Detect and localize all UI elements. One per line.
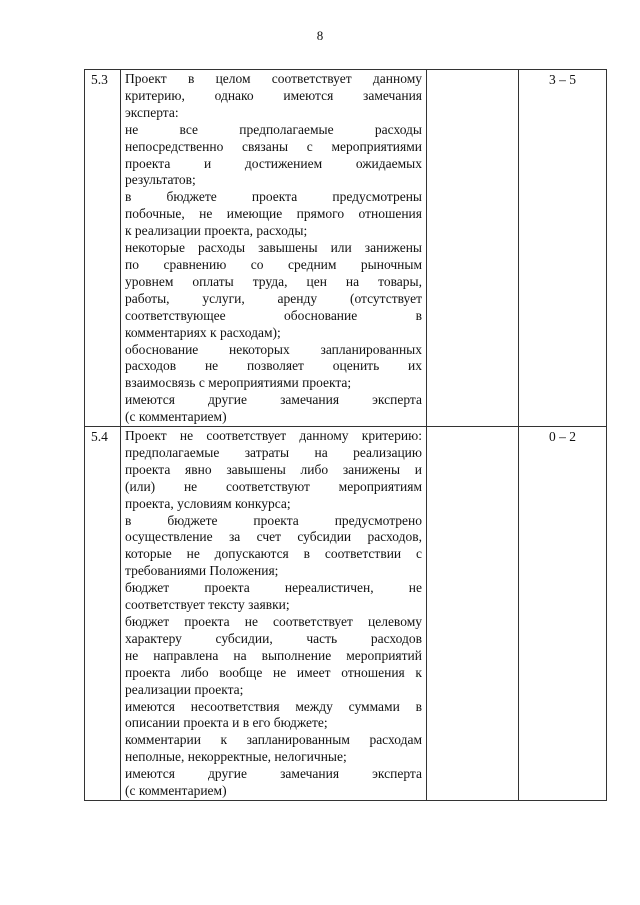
text-line: по сравнению со средним рыночным bbox=[125, 256, 422, 272]
text-line: результатов; bbox=[125, 172, 196, 188]
text-line: характеру субсидии, часть расходов bbox=[125, 630, 422, 646]
text-line: в бюджете проекта предусмотрены bbox=[125, 189, 422, 205]
text-line: соответствует тексту заявки; bbox=[125, 597, 290, 613]
score-range: 0 – 2 bbox=[519, 427, 607, 801]
text-line: (с комментарием) bbox=[125, 783, 227, 799]
text-line: имеются несоответствия между суммами в bbox=[125, 698, 422, 714]
text-line: проекта явно завышены либо занижены и bbox=[125, 461, 422, 477]
text-line: описании проекта и в его бюджете; bbox=[125, 715, 328, 731]
text-line: Проект не соответствует данному критерию: bbox=[125, 428, 422, 444]
text-line: неполные, некорректные, нелогичные; bbox=[125, 749, 347, 765]
text-line: которые не допускаются в соответствии с bbox=[125, 546, 422, 562]
text-line: не направлена на выполнение мероприятий bbox=[125, 647, 422, 663]
text-line: имеются другие замечания эксперта bbox=[125, 766, 422, 782]
table-row bbox=[85, 70, 607, 427]
text-line: бюджет проекта не соответствует целевому bbox=[125, 614, 422, 629]
text-line: имеются другие замечания эксперта bbox=[125, 392, 422, 408]
text-line: в бюджете проекта предусмотрено bbox=[125, 512, 422, 528]
table-row bbox=[85, 427, 607, 801]
text-line: (или) не соответствуют мероприятиям bbox=[125, 478, 422, 494]
text-line: некоторые расходы завышены или занижены bbox=[125, 240, 422, 256]
text-line: расходов не позволяет оценить их bbox=[125, 358, 422, 374]
comment-cell bbox=[427, 427, 519, 801]
text-line: побочные, не имеющие прямого отношения bbox=[125, 206, 422, 222]
text-line: требованиями Положения; bbox=[125, 563, 279, 579]
text-line: к реализации проекта, расходы; bbox=[125, 223, 308, 239]
criterion-description bbox=[121, 427, 427, 801]
text-line: непосредственно связаны с мероприятиями bbox=[125, 138, 422, 154]
text-line: бюджет проекта нереалистичен, не bbox=[125, 580, 422, 596]
criterion-description bbox=[121, 70, 427, 427]
table-body bbox=[85, 70, 607, 801]
text-line: взаимосвязь с мероприятиями проекта; bbox=[125, 375, 352, 391]
text-line: Проект в целом соответствует данному bbox=[125, 71, 422, 86]
text-line: не все предполагаемые расходы bbox=[125, 121, 422, 137]
row-number: 5.4 bbox=[85, 427, 121, 801]
text-line: реализации проекта; bbox=[125, 681, 244, 697]
text-line: обоснование некоторых запланированных bbox=[125, 341, 422, 357]
text-line: уровнем оплаты труда, цен на товары, bbox=[125, 273, 422, 289]
text-line: эксперта: bbox=[125, 104, 179, 120]
row-number: 5.3 bbox=[85, 70, 121, 427]
text-line: комментариях к расходам); bbox=[125, 324, 281, 340]
text-line: осуществление за счет субсидии расходов, bbox=[125, 529, 422, 545]
criteria-table bbox=[84, 69, 607, 801]
text-line: проекта и достижением ожидаемых bbox=[125, 155, 422, 171]
score-range: 3 – 5 bbox=[519, 70, 607, 427]
text-line: (с комментарием) bbox=[125, 409, 227, 425]
page-number: 8 bbox=[316, 28, 324, 43]
text-line: работы, услуги, аренду (отсутствует bbox=[125, 290, 422, 306]
comment-cell bbox=[427, 70, 519, 427]
text-line: проекта, условиям конкурса; bbox=[125, 495, 291, 511]
text-line: предполагаемые затраты на реализацию bbox=[125, 444, 422, 460]
text-line: критерию, однако имеются замечания bbox=[125, 87, 422, 103]
text-line: соответствующее обоснование в bbox=[125, 307, 422, 323]
text-line: проекта либо вообще не имеет отношения к bbox=[125, 664, 422, 680]
text-line: комментарии к запланированным расходам bbox=[125, 732, 422, 748]
